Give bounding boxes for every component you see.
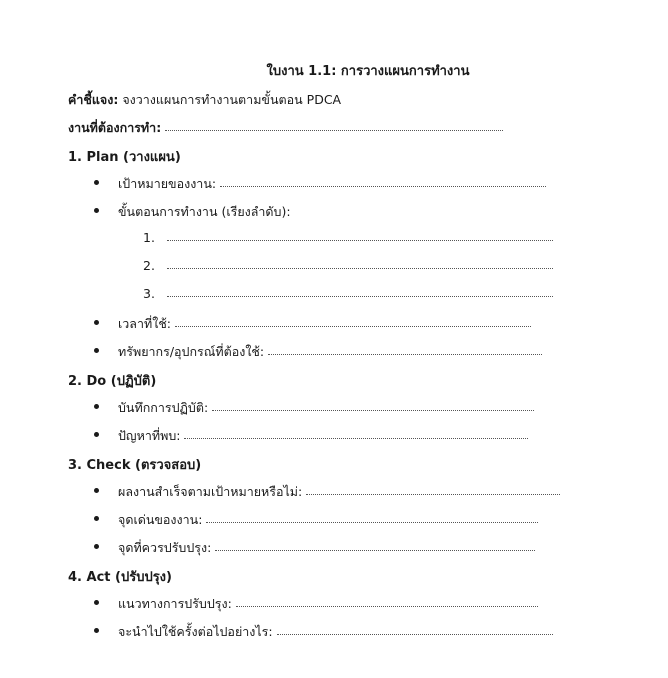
bullet-icon: [94, 600, 99, 605]
do-problems-fill-line: [184, 437, 528, 439]
plan-time-fill-line: [175, 325, 531, 327]
do-record-label: บันทึกการปฏิบัติ:: [118, 400, 209, 415]
instruction-label: คำชี้แจง:: [68, 92, 119, 107]
bullet-icon: [94, 404, 99, 409]
check-strengths-item: [118, 510, 538, 530]
plan-time-label: เวลาที่ใช้:: [118, 316, 172, 331]
act-next-item: [118, 622, 553, 642]
check-strengths-label: จุดเด่นของงาน:: [118, 512, 203, 527]
do-problems-label: ปัญหาที่พบ:: [118, 428, 181, 443]
plan-resources-fill-line: [268, 353, 542, 355]
instruction-text: จงวางแผนการทำงานตามขั้นตอน PDCA: [118, 92, 342, 107]
do-record-fill-line: [212, 409, 534, 411]
task-fill-line: [165, 129, 503, 131]
bullet-icon: [94, 348, 99, 353]
section-do-heading: 2. Do (ปฏิบัติ): [68, 374, 157, 389]
bullet-icon: [94, 432, 99, 437]
check-result-fill-line: [306, 493, 560, 495]
plan-step-1: [143, 230, 553, 245]
step-fill-line: [167, 295, 553, 297]
plan-time-item: [118, 314, 531, 334]
plan-resources-label: ทรัพยากร/อุปกรณ์ที่ต้องใช้:: [118, 344, 265, 359]
act-next-fill-line: [277, 633, 553, 635]
act-approach-fill-line: [236, 605, 538, 607]
task-line: [68, 118, 503, 138]
check-improve-label: จุดที่ควรปรับปรุง:: [118, 540, 212, 555]
bullet-icon: [94, 180, 99, 185]
section-check-heading: 3. Check (ตรวจสอบ): [68, 458, 202, 473]
check-result-label: ผลงานสำเร็จตามเป้าหมายหรือไม่:: [118, 484, 303, 499]
check-improve-fill-line: [215, 549, 535, 551]
plan-goal-fill-line: [220, 185, 546, 187]
step-number: 3.: [143, 286, 155, 301]
check-result-item: [118, 482, 560, 502]
plan-goal-item: [118, 174, 546, 194]
plan-step-2: [143, 258, 553, 273]
act-approach-item: [118, 594, 538, 614]
step-fill-line: [167, 267, 553, 269]
do-problems-item: [118, 426, 528, 446]
check-improve-item: [118, 538, 535, 558]
act-approach-label: แนวทางการปรับปรุง:: [118, 596, 232, 611]
do-record-item: [118, 398, 534, 418]
check-strengths-fill-line: [206, 521, 538, 523]
plan-step-3: [143, 286, 553, 301]
bullet-icon: [94, 208, 99, 213]
bullet-icon: [94, 544, 99, 549]
section-plan-heading: 1. Plan (วางแผน): [68, 150, 181, 165]
task-label: งานที่ต้องการทำ:: [68, 120, 162, 135]
bullet-icon: [94, 628, 99, 633]
plan-resources-item: [118, 342, 542, 362]
worksheet-title: ใบงาน 1.1: การวางแผนการทำงาน: [266, 64, 470, 79]
section-act-heading: 4. Act (ปรับปรุง): [68, 570, 172, 585]
step-number: 2.: [143, 258, 155, 273]
act-next-label: จะนำไปใช้ครั้งต่อไปอย่างไร:: [118, 624, 273, 639]
step-number: 1.: [143, 230, 155, 245]
instruction-line: [68, 90, 341, 110]
plan-goal-label: เป้าหมายของงาน:: [118, 176, 217, 191]
bullet-icon: [94, 516, 99, 521]
bullet-icon: [94, 320, 99, 325]
bullet-icon: [94, 488, 99, 493]
plan-steps-item: ขั้นตอนการทำงาน (เรียงลำดับ):: [118, 204, 291, 219]
step-fill-line: [167, 239, 553, 241]
